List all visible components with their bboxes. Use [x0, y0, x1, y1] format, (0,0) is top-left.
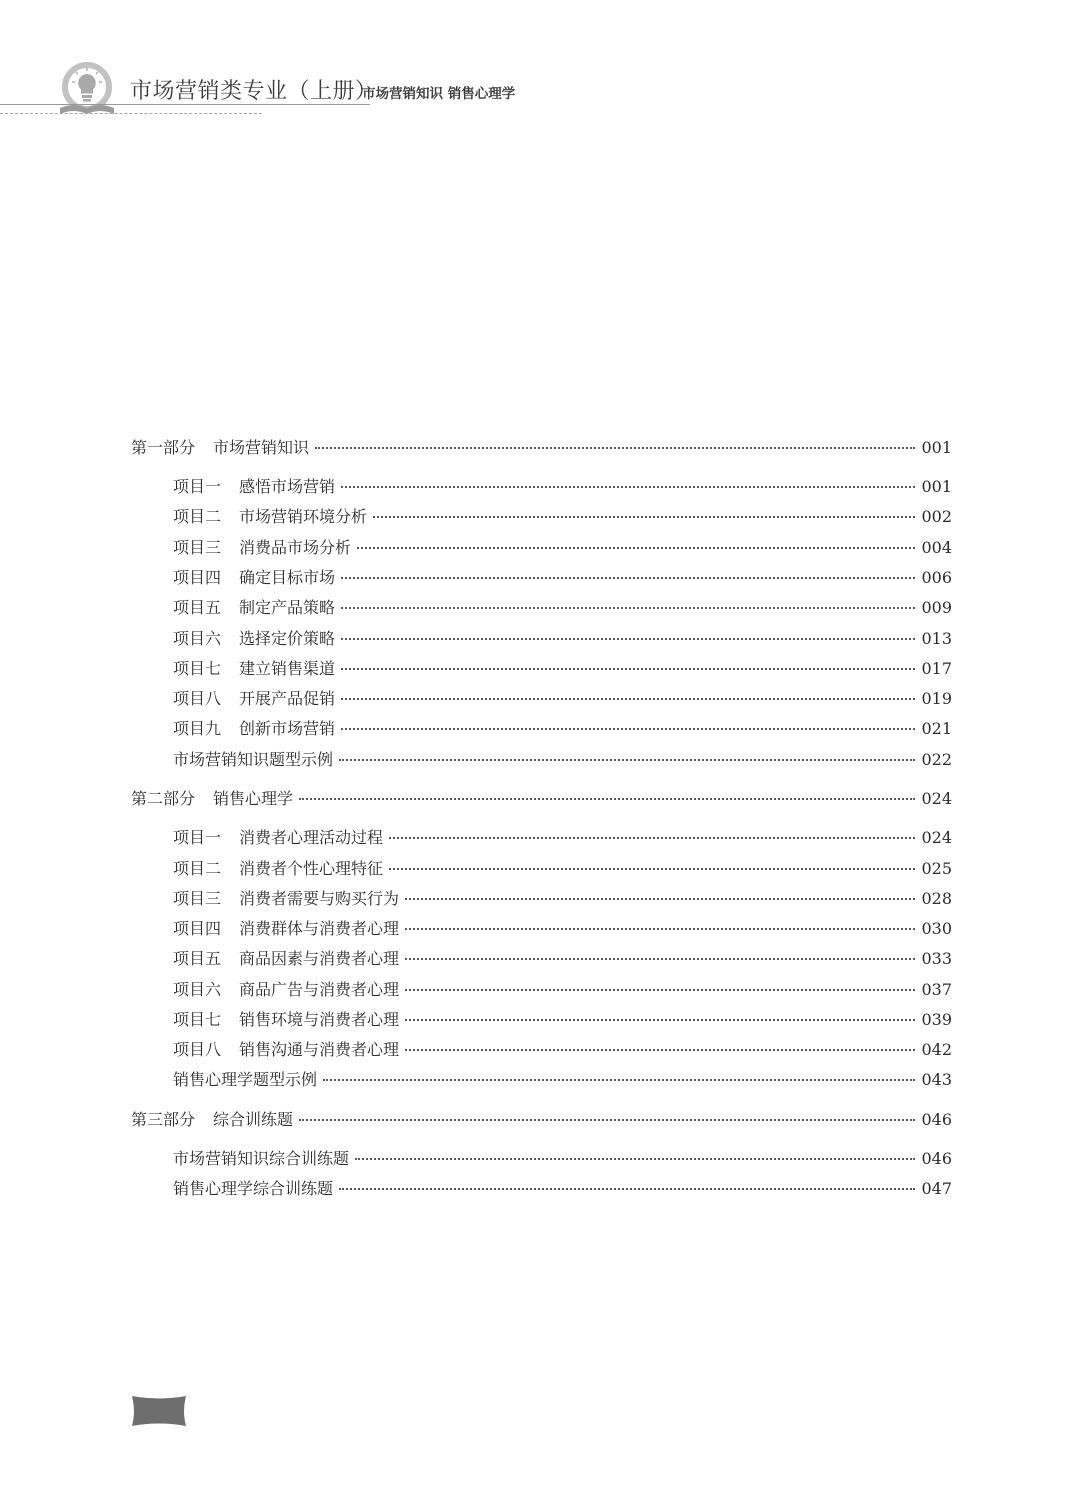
toc-item[interactable]	[173, 659, 952, 679]
toc-leader-dots	[355, 1158, 915, 1160]
toc-item-title: 市场营销环境分析	[239, 507, 368, 526]
toc-page-number: 030	[921, 919, 952, 938]
toc-item-title: 确定目标市场	[239, 568, 336, 587]
toc-item-title: 消费者心理活动过程	[239, 828, 384, 847]
toc-item[interactable]	[173, 568, 952, 588]
toc-page-number: 037	[921, 980, 952, 999]
toc-part-title: 综合训练题	[213, 1110, 294, 1129]
header-title: 市场营销类专业（上册）	[130, 79, 378, 104]
toc-item-title: 感悟市场营销	[239, 477, 336, 496]
toc-item[interactable]	[173, 598, 952, 618]
toc-item[interactable]	[173, 1070, 952, 1090]
toc-item-number: 项目四	[173, 568, 222, 587]
toc-part-2[interactable]	[131, 789, 952, 809]
toc-leader-dots	[341, 577, 915, 579]
toc-item-title: 选择定价策略	[239, 629, 336, 648]
toc-item[interactable]	[173, 1179, 952, 1199]
toc-item-number: 项目三	[173, 889, 222, 908]
toc-page-number: 025	[921, 859, 952, 878]
toc-leader-dots	[341, 668, 915, 670]
toc-item-number: 项目一	[173, 828, 222, 847]
toc-leader-dots	[357, 547, 915, 549]
toc-part-number: 第二部分	[131, 789, 196, 808]
toc-page-number: 002	[921, 507, 952, 526]
toc-page-number: 046	[921, 1149, 952, 1168]
toc-item[interactable]	[173, 859, 952, 879]
toc-leader-dots	[405, 928, 915, 930]
toc-page-number: 024	[921, 828, 952, 847]
toc-item[interactable]	[173, 949, 952, 969]
toc-page-number: 042	[921, 1040, 952, 1059]
toc-page-number: 017	[921, 659, 952, 678]
toc-item[interactable]	[173, 629, 952, 649]
header-subtitle: 市场营销知识 销售心理学	[362, 86, 516, 102]
page-header	[0, 0, 1082, 130]
toc-page-number: 047	[921, 1179, 952, 1198]
toc-page-number: 033	[921, 949, 952, 968]
toc-page-number: 046	[921, 1110, 952, 1129]
toc-item-title: 销售心理学综合训练题	[173, 1179, 334, 1198]
toc-item-title: 市场营销知识题型示例	[173, 750, 334, 769]
toc-leader-dots	[341, 638, 915, 640]
toc-page-number: 019	[921, 689, 952, 708]
toc-item[interactable]	[173, 1010, 952, 1030]
toc-item-title: 开展产品促销	[239, 689, 336, 708]
toc-item-title: 消费者个性心理特征	[239, 859, 384, 878]
toc-item-title: 销售环境与消费者心理	[239, 1010, 400, 1029]
toc-item-number: 项目二	[173, 507, 222, 526]
toc-leader-dots	[299, 798, 915, 800]
toc-leader-dots	[389, 837, 915, 839]
toc-item[interactable]	[173, 538, 952, 558]
toc-part-1[interactable]	[131, 438, 952, 458]
toc-item[interactable]	[173, 719, 952, 739]
toc-leader-dots	[339, 759, 915, 761]
toc-leader-dots	[323, 1079, 915, 1081]
toc-item-number: 项目二	[173, 859, 222, 878]
toc-page-number: 006	[921, 568, 952, 587]
toc-item-number: 项目五	[173, 598, 222, 617]
toc-item-number: 项目八	[173, 689, 222, 708]
toc-item-number: 项目七	[173, 659, 222, 678]
toc-item[interactable]	[173, 1040, 952, 1060]
toc-item-title: 销售沟通与消费者心理	[239, 1040, 400, 1059]
header-dashed-divider	[0, 113, 262, 114]
toc-item[interactable]	[173, 889, 952, 909]
toc-item-title: 消费者需要与购买行为	[239, 889, 400, 908]
toc-item-number: 项目四	[173, 919, 222, 938]
toc-item-number: 项目六	[173, 980, 222, 999]
toc-part-title: 市场营销知识	[213, 438, 310, 457]
toc-item-number: 项目九	[173, 719, 222, 738]
toc-leader-dots	[389, 868, 915, 870]
toc-leader-dots	[341, 607, 915, 609]
toc-item-title: 制定产品策略	[239, 598, 336, 617]
toc-item-title: 商品因素与消费者心理	[239, 949, 400, 968]
toc-part-number: 第一部分	[131, 438, 196, 457]
toc-leader-dots	[405, 1019, 915, 1021]
toc-part-3[interactable]	[131, 1110, 952, 1130]
toc-item-title: 销售心理学题型示例	[173, 1070, 318, 1089]
toc-item-title: 商品广告与消费者心理	[239, 980, 400, 999]
toc-item[interactable]	[173, 750, 952, 770]
page-number-badge	[130, 1395, 188, 1427]
toc-page-number: 043	[921, 1070, 952, 1089]
toc-page-number: 009	[921, 598, 952, 617]
toc-part-number: 第三部分	[131, 1110, 196, 1129]
toc-page-number: 001	[921, 438, 952, 457]
toc-item-title: 创新市场营销	[239, 719, 336, 738]
toc-leader-dots	[341, 486, 915, 488]
toc-item-number: 项目六	[173, 629, 222, 648]
toc-item-title: 建立销售渠道	[239, 659, 336, 678]
toc-leader-dots	[405, 958, 915, 960]
toc-item-number: 项目八	[173, 1040, 222, 1059]
toc-item[interactable]	[173, 689, 952, 709]
toc-page-number: 001	[921, 477, 952, 496]
toc-page-number: 022	[921, 750, 952, 769]
toc-page-number: 039	[921, 1010, 952, 1029]
toc-item-title: 市场营销知识综合训练题	[173, 1149, 350, 1168]
toc-page-number: 004	[921, 538, 952, 557]
toc-leader-dots	[339, 1188, 915, 1190]
toc-item-number: 项目七	[173, 1010, 222, 1029]
toc-item-number: 项目三	[173, 538, 222, 557]
header-divider	[0, 104, 370, 105]
toc-item-number: 项目一	[173, 477, 222, 496]
toc-leader-dots	[405, 989, 915, 991]
toc-page-number: 024	[921, 789, 952, 808]
toc-page-number: 028	[921, 889, 952, 908]
toc-item[interactable]	[173, 919, 952, 939]
toc-leader-dots	[373, 516, 915, 518]
toc-item[interactable]	[173, 477, 952, 497]
toc-leader-dots	[405, 1049, 915, 1051]
toc-item[interactable]	[173, 980, 952, 1000]
toc-leader-dots	[315, 447, 915, 449]
toc-leader-dots	[299, 1119, 915, 1121]
toc-item[interactable]	[173, 507, 952, 527]
toc-item[interactable]	[173, 1149, 952, 1169]
toc-item-number: 项目五	[173, 949, 222, 968]
toc-page-number: 021	[921, 719, 952, 738]
toc-item[interactable]	[173, 828, 952, 848]
toc-leader-dots	[341, 728, 915, 730]
toc-leader-dots	[341, 698, 915, 700]
lightbulb-book-icon	[56, 62, 118, 118]
toc-page-number: 013	[921, 629, 952, 648]
toc-part-title: 销售心理学	[213, 789, 294, 808]
toc-item-title: 消费品市场分析	[239, 538, 352, 557]
toc-leader-dots	[405, 898, 915, 900]
toc-item-title: 消费群体与消费者心理	[239, 919, 400, 938]
